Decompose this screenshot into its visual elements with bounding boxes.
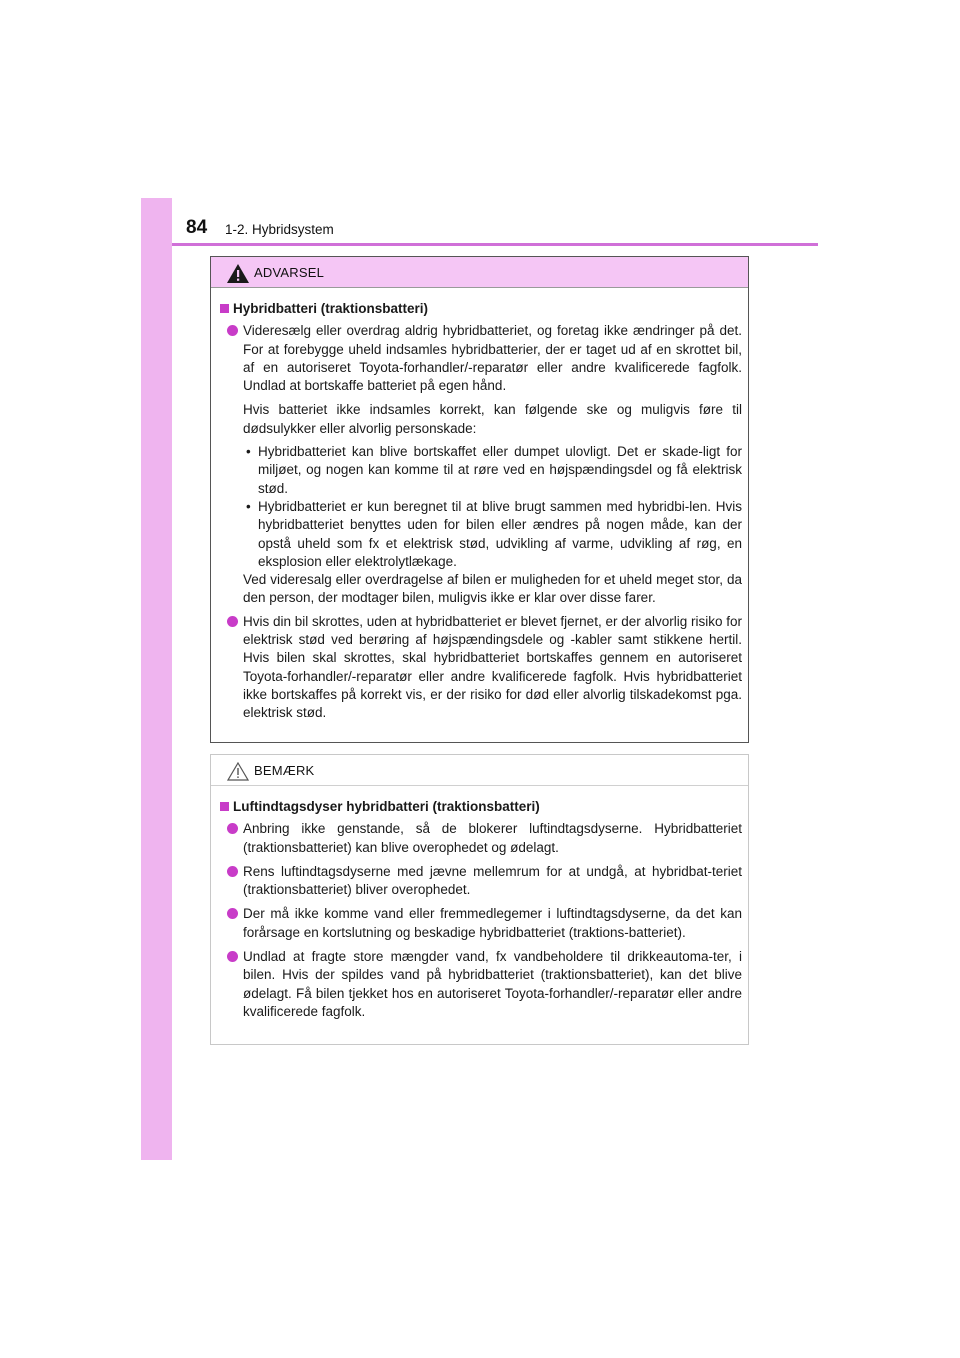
notice-body [211, 786, 748, 1021]
notice-bullet-3 [219, 905, 742, 942]
notice-bullet-2 [219, 863, 742, 900]
notice-heading-text: Luftindtagsdyser hybridbatteri (traktionsbatteri) [233, 799, 540, 814]
notice-bullet-3-text: Der må ikke komme vand eller fremmedlegemer i luftindtagsdyserne, da det kan forårsage en kortslutning og beskadige hybridbatteriet (traktions-batteriet). [243, 906, 742, 940]
notice-bullet-1 [219, 820, 742, 857]
warning-bullet-1 [219, 322, 742, 395]
notice-bullet-2-text: Rens luftindtagsdyserne med jævne mellemrum for at undgå, at hybridbat-teriet (traktionsbatteriet) bliver overophedet. [243, 863, 742, 898]
chapter-side-strip [141, 198, 172, 1160]
notice-box [210, 754, 749, 1045]
caution-triangle-outline-icon [227, 762, 249, 781]
page-number: 84 [186, 217, 208, 238]
warning-paragraph-1: Hvis batteriet ikke indsamles korrekt, kan følgende ske og muligvis føre til dødsulykker eller alvorlig personskade: [243, 402, 742, 436]
round-bullet-icon [227, 325, 238, 336]
round-bullet-icon [227, 866, 238, 877]
warning-label: ADVARSEL [254, 265, 324, 280]
notice-header [211, 755, 748, 786]
header-rule [172, 243, 818, 246]
warning-dash-item-2 [219, 498, 742, 571]
warning-dash-item-2-text: Hybridbatteriet er kun beregnet til at blive brugt sammen med hybridbi-len. Hvis hybridbatteriet benyttes uden for bilen eller ændres på nogen måde, kan der opstå uheld som fx et elektrisk stød, udvikling af varme, udvikling af røg, en eksplosion eller elektrolytlækage. [258, 498, 742, 569]
warning-bullet-2 [219, 613, 742, 723]
warning-dash-item-1-text: Hybridbatteriet kan blive bortskaffet eller dumpet ulovligt. Det er skade-ligt for miljøet, og nogen kan komme til at røre ved en højspændingsdel og få elektrisk stød. [258, 444, 742, 496]
dash-bullet-icon: • [246, 444, 251, 460]
warning-triangle-icon [227, 264, 249, 283]
warning-heading-text: Hybridbatteri (traktionsbatteri) [233, 301, 429, 316]
round-bullet-icon [227, 951, 238, 962]
section-title: 1-2. Hybridsystem [225, 222, 334, 237]
warning-header [211, 257, 748, 288]
warning-body [211, 288, 748, 723]
square-bullet-icon [220, 304, 229, 313]
notice-bullet-4-text: Undlad at fragte store mængder vand, fx vandbeholdere til drikkeautoma-ter, i bilen. Hvis der spildes vand på hybridbatteriet (traktionsbatteriet), kan det blive ødelagt. Få bilen tjekket hos en autoriseret Toyota-forhandler/-reparatør eller andre kvalificerede fagfolk. [243, 949, 742, 1019]
round-bullet-icon [227, 908, 238, 919]
round-bullet-icon [227, 823, 238, 834]
dash-bullet-icon: • [246, 498, 251, 514]
notice-label: BEMÆRK [254, 763, 315, 778]
warning-bullet-1-text: Videresælg eller overdrag aldrig hybridbatteriet, og foretag ikke ændringer på det. For at forebygge uheld indsamles hybridbatterier, der er taget ud af en skrottet bil, af en autoriseret Toyota-forhandler/-reparatør eller andre kvalificerede fagfolk. Undlad at bortskaffe batteriet på egen hånd. [243, 323, 742, 394]
notice-heading [219, 798, 742, 816]
notice-bullet-1-text: Anbring ikke genstande, så de blokerer luftindtagsdyserne. Hybridbatteriet (traktionsbatteriet) kan blive overophedet og ødelagt. [243, 821, 742, 855]
warning-paragraph-2: Ved videresalg eller overdragelse af bilen er muligheden for et uheld meget stor, da den person, der modtager bilen, muligvis ikke er klar over disse farer. [243, 572, 742, 606]
round-bullet-icon [227, 616, 238, 627]
notice-bullet-4 [219, 948, 742, 1021]
warning-dash-item-1 [219, 443, 742, 498]
warning-box [210, 256, 749, 743]
warning-heading [219, 300, 742, 318]
warning-bullet-2-text: Hvis din bil skrottes, uden at hybridbatteriet er blevet fjernet, er der alvorlig risiko for elektrisk stød ved berøring af højspændingsdele og -kabler samt stikkene hertil. Hvis bilen skal skrottes, skal hybridbatteriet bortskaffes gennem en autoriseret Toyota-forhandler/-reparatør eller andre kvalificerede fagfolk. Hvis hybridbatteriet ikke bortskaffes på korrekt vis, er der risiko for død eller alvorlig tilskadekomst pga. elektrisk stød. [243, 613, 742, 721]
square-bullet-icon [220, 802, 229, 811]
